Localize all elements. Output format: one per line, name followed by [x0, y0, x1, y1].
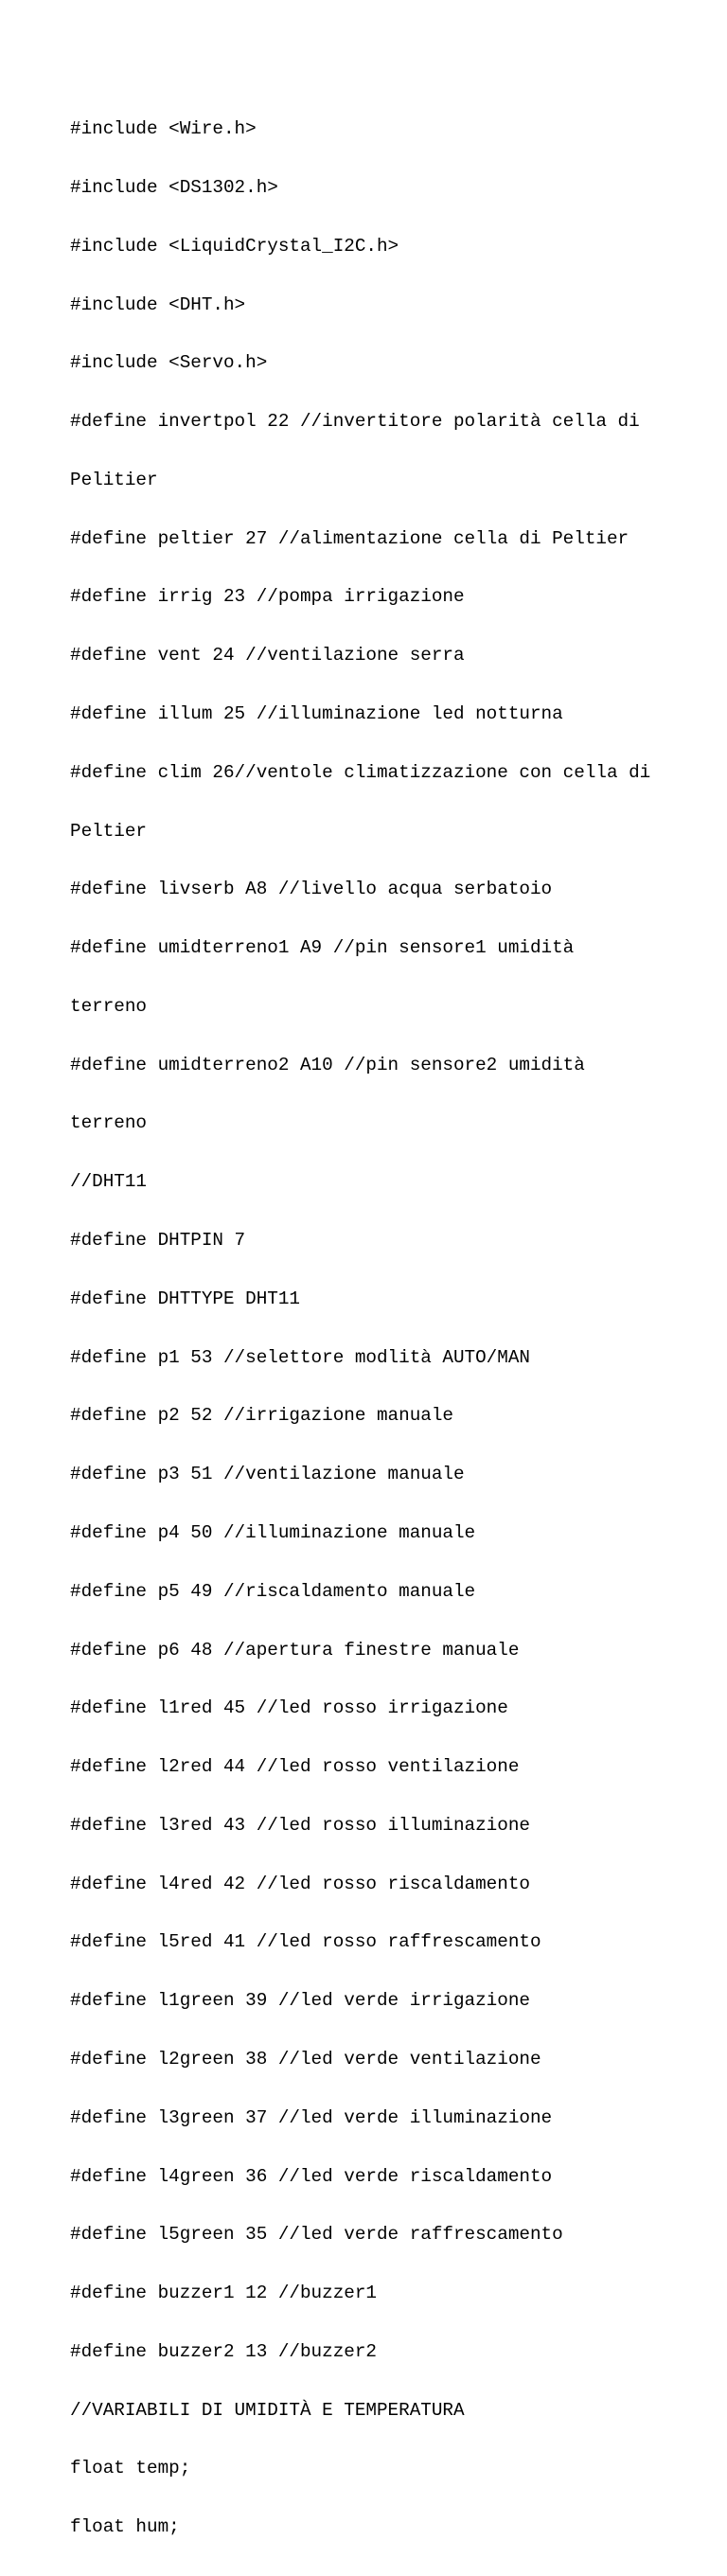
code-line: #define l4red 42 //led rosso riscaldamento: [70, 1873, 530, 1894]
code-line: #include <LiquidCrystal_I2C.h>: [70, 235, 399, 257]
code-line: #define irrig 23 //pompa irrigazione: [70, 586, 465, 608]
code-line: #define l1green 39 //led verde irrigazione: [70, 1990, 530, 2012]
code-line: #include <Wire.h>: [70, 118, 257, 140]
code-line: #define l1red 45 //led rosso irrigazione: [70, 1697, 508, 1719]
code-line: #define vent 24 //ventilazione serra: [70, 645, 465, 666]
code-line: #define buzzer2 13 //buzzer2: [70, 2340, 377, 2362]
code-block: [70, 80, 676, 2576]
code-line: #define DHTTYPE DHT11: [70, 1288, 300, 1309]
code-line: #define umidterreno1 A9 //pin sensore1 umidità: [70, 937, 575, 959]
code-line: #include <DS1302.h>: [70, 176, 278, 198]
code-line: //VARIABILI DI UMIDITÀ E TEMPERATURA: [70, 2399, 465, 2421]
code-line: terreno: [70, 995, 147, 1017]
code-line: #define invertpol 22 //invertitore polarità cella di: [70, 411, 640, 433]
code-line: #define umidterreno2 A10 //pin sensore2 umidità: [70, 1054, 585, 1075]
code-line: #define p6 48 //apertura finestre manuale: [70, 1639, 520, 1661]
code-line: #define buzzer1 12 //buzzer1: [70, 2283, 377, 2304]
code-line: #include <Servo.h>: [70, 352, 268, 374]
code-line: //DHT11: [70, 1171, 147, 1193]
code-line: #define p5 49 //riscaldamento manuale: [70, 1580, 476, 1602]
code-line: #define DHTPIN 7: [70, 1230, 246, 1252]
code-line: float hum;: [70, 2516, 180, 2538]
code-line: Peltier: [70, 820, 147, 842]
code-line: #define l5green 35 //led verde raffrescamento: [70, 2224, 563, 2246]
code-line: #define l3red 43 //led rosso illuminazione: [70, 1814, 530, 1836]
code-line: #define l4green 36 //led verde riscaldamento: [70, 2165, 553, 2187]
code-line: #define l3green 37 //led verde illuminazione: [70, 2106, 553, 2128]
code-line: #define clim 26//ventole climatizzazione con cella di: [70, 761, 651, 783]
code-line: #define p1 53 //selettore modlità AUTO/MAN: [70, 1346, 530, 1368]
code-line: #define l5red 41 //led rosso raffrescamento: [70, 1931, 541, 1953]
code-line: Pelitier: [70, 469, 158, 490]
code-line: #define p2 52 //irrigazione manuale: [70, 1405, 453, 1427]
code-line: #define p4 50 //illuminazione manuale: [70, 1521, 476, 1543]
code-line: #define peltier 27 //alimentazione cella di Peltier: [70, 527, 629, 549]
code-line: #define p3 51 //ventilazione manuale: [70, 1464, 465, 1485]
code-line: float temp;: [70, 2458, 191, 2479]
code-line: #define illum 25 //illuminazione led notturna: [70, 703, 563, 724]
code-line: terreno: [70, 1112, 147, 1134]
code-line: #define livserb A8 //livello acqua serbatoio: [70, 879, 553, 900]
code-line: #define l2red 44 //led rosso ventilazione: [70, 1756, 520, 1778]
code-line: #define l2green 38 //led verde ventilazione: [70, 2048, 541, 2070]
code-line: #include <DHT.h>: [70, 293, 246, 315]
